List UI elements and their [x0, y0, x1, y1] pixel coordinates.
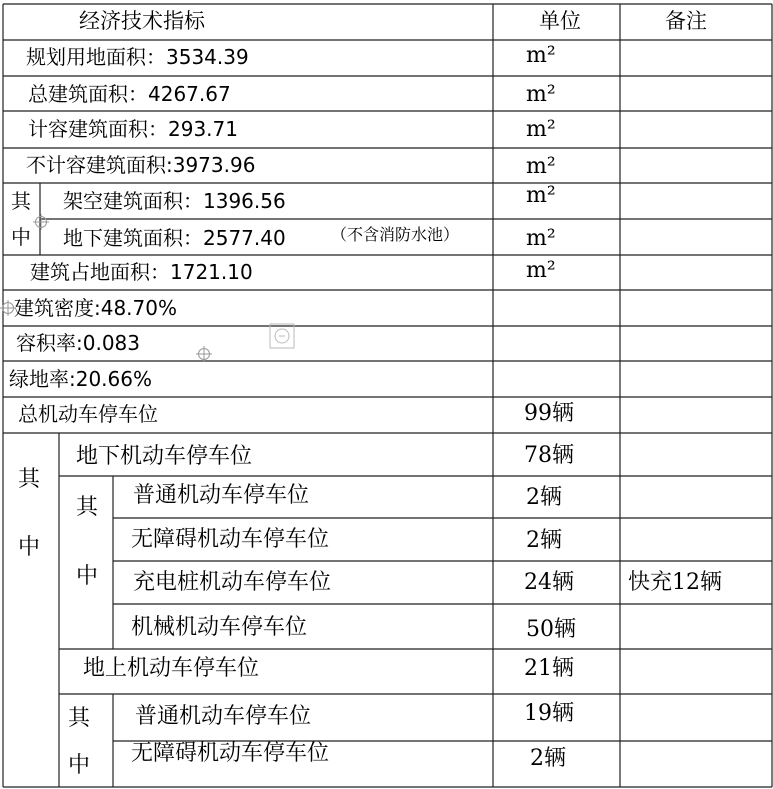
- ug-charging-unit: 24辆: [524, 570, 574, 595]
- ag-accessible-unit: 2辆: [530, 746, 566, 771]
- non-far-floor-unit: m²: [526, 154, 556, 179]
- ug-mechanical-unit: 50辆: [526, 617, 576, 642]
- plot-ratio-label: 容积率:0.083: [16, 331, 140, 355]
- total-parking-label: 总机动车停车位: [18, 402, 158, 426]
- far-floor-label: 计容建筑面积：293.71: [28, 117, 238, 141]
- ug-accessible-unit: 2辆: [526, 528, 562, 553]
- underground-floor-label: 地下建筑面积：2577.40: [63, 226, 286, 250]
- total-floor-unit: m²: [526, 82, 556, 107]
- footprint-unit: m²: [526, 258, 556, 283]
- underground-parking-unit: 78辆: [524, 443, 574, 468]
- ug-mechanical-label: 机械机动车停车位: [131, 615, 308, 640]
- header-indicator: 经济技术指标: [79, 9, 205, 33]
- ug-among-char-2: 中: [76, 564, 99, 589]
- ag-among-char-2: 中: [68, 753, 91, 778]
- ag-normal-label: 普通机动车停车位: [135, 704, 312, 729]
- underground-floor-note: （不含消防水池）: [331, 225, 460, 244]
- ag-among-char-1: 其: [68, 706, 91, 731]
- non-far-floor-label: 不计容建筑面积:3973.96: [26, 153, 256, 177]
- header-remark: 备注: [665, 9, 707, 33]
- among-label-char-1: 其: [11, 189, 31, 213]
- parking-among-char-1: 其: [18, 467, 41, 492]
- footprint-label: 建筑占地面积：1721.10: [30, 260, 253, 284]
- green-ratio-label: 绿地率:20.66%: [9, 367, 152, 391]
- ug-accessible-label: 无障碍机动车停车位: [131, 527, 330, 552]
- ug-among-char-1: 其: [76, 495, 99, 520]
- header-unit: 单位: [539, 9, 581, 33]
- total-parking-unit: 99辆: [524, 401, 574, 426]
- underground-floor-unit: m²: [526, 226, 556, 251]
- ag-normal-unit: 19辆: [524, 701, 574, 726]
- crosshair-icon: [33, 214, 49, 230]
- ag-accessible-label: 无障碍机动车停车位: [131, 741, 330, 766]
- planned-land-unit: m²: [526, 43, 556, 68]
- far-floor-unit: m²: [526, 117, 556, 142]
- stilt-floor-label: 架空建筑面积：1396.56: [63, 189, 286, 213]
- ug-charging-remark: 快充12辆: [628, 570, 722, 595]
- parking-among-char-2: 中: [18, 535, 41, 560]
- total-floor-label: 总建筑面积：4267.67: [28, 82, 231, 106]
- density-label: 建筑密度:48.70%: [14, 296, 177, 320]
- ug-normal-label: 普通机动车停车位: [133, 483, 310, 508]
- ug-normal-unit: 2辆: [526, 485, 562, 510]
- among-label-char-2: 中: [11, 225, 31, 249]
- ug-charging-label: 充电桩机动车停车位: [133, 570, 332, 595]
- crosshair-icon: [196, 346, 212, 362]
- above-parking-unit: 21辆: [524, 656, 574, 681]
- above-parking-label: 地上机动车停车位: [83, 656, 260, 681]
- stilt-floor-unit: m²: [526, 183, 556, 208]
- underground-parking-label: 地下机动车停车位: [76, 444, 253, 469]
- planned-land-label: 规划用地面积：3534.39: [26, 45, 249, 69]
- watermark-icon: [269, 323, 295, 349]
